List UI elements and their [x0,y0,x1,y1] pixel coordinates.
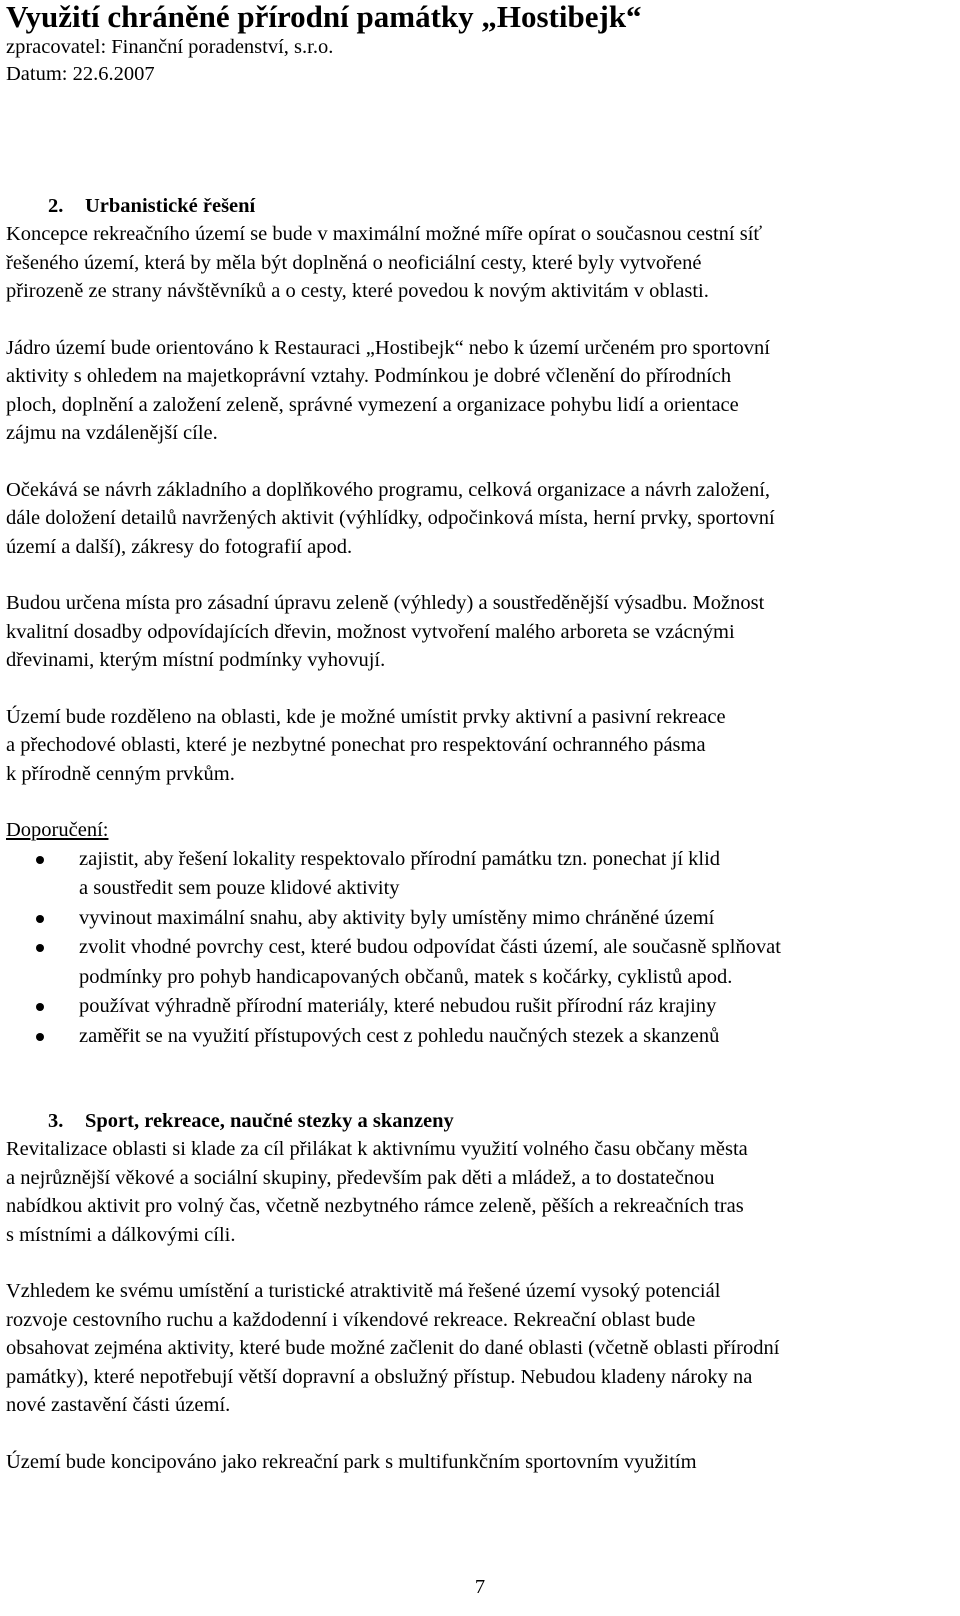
paragraph-line: Území bude koncipováno jako rekreační park s multifunkčním sportovním využitím [6,1450,697,1473]
section-3-title: Sport, rekreace, naučné stezky a skanzeny [85,1110,454,1132]
section-3-paragraph-3 [6,1448,934,1477]
paragraph-line: obsahovat zejména aktivity, které bude možné začlenit do dané oblasti (včetně oblasti přírodní [6,1337,780,1359]
section-2-paragraph-4 [6,589,934,675]
paragraph-line: Koncepce rekreačního území se bude v maximální možné míře opírat o současnou cestní síť [6,223,763,245]
paragraph-line: památky), které nepotřebují větší dopravní a obslužný přístup. Nebudou kladeny nároky na [6,1365,753,1388]
paragraph-line: přirozeně ze strany návštěvníků a o cesty, které povedou k novým aktivitám v oblasti. [6,280,709,302]
list-item-line: a soustředit sem pouze klidové aktivity [79,877,400,899]
paragraph-line: Území bude rozděleno na oblasti, kde je možné umístit prvky aktivní a pasivní rekreace [6,705,726,728]
paragraph-line: a nejrůznější věkové a sociální skupiny, především pak děti a mládež, a to dostatečnou [6,1166,715,1189]
paragraph-line: a přechodové oblasti, které je nezbytné ponechat pro respektování ochranného pásma [6,734,706,756]
paragraph-line: rozvoje cestovního ruchu a každodenní i víkendové rekreace. Rekreační oblast bude [6,1308,696,1331]
paragraph-line: dále doložení detailů navržených aktivit (výhlídky, odpočinková místa, herní prvky, sportovní [6,507,775,529]
paragraph-line: s místními a dálkovými cíli. [6,1223,236,1246]
paragraph-line: dřevinami, kterým místní podmínky vyhovují. [6,649,386,671]
section-2-paragraph-1 [6,220,934,306]
section-2-number: 2. [48,195,64,217]
section-3-number: 3. [48,1110,64,1132]
document-title: Využití chráněné přírodní památky „Hostibejk“ [6,0,642,34]
paragraph-line: Revitalizace oblasti si klade za cíl přilákat k aktivnímu využití volného času občany města [6,1138,748,1160]
list-item-line: podmínky pro pohyb handicapovaných občanů, matek s kočárky, cyklistů apod. [79,965,733,988]
paragraph-line: kvalitní dosadby odpovídajících dřevin, možnost vytvoření malého arboreta se vzácnými [6,620,735,643]
bullet-icon [36,915,44,923]
date-line: Datum: 22.6.2007 [6,63,155,85]
section-2-paragraph-2 [6,334,934,448]
paragraph-line: ploch, doplnění a založení zeleně, správné vymezení a organizace pohybu lidí a orientace [6,393,739,416]
bullet-icon [36,1003,44,1011]
page-number: 7 [474,1576,486,1598]
recommendations-label: Doporučení: [6,819,109,841]
list-item-line: používat výhradně přírodní materiály, které nebudou rušit přírodní ráz krajiny [79,995,717,1017]
list-item [6,845,934,904]
bullet-icon [36,856,44,864]
paragraph-line: zájmu na vzdálenější cíle. [6,422,218,444]
paragraph-line: aktivity s ohledem na majetkoprávní vztahy. Podmínkou je dobré včlenění do přírodních [6,365,732,387]
list-item [6,933,934,992]
section-2-heading [6,192,934,220]
paragraph-line: Jádro území bude orientováno k Restauraci „Hostibejk“ nebo k území určeném pro sportovní [6,336,770,359]
list-item-line: zajistit, aby řešení lokality respektovalo přírodní památku tzn. ponechat jí klid [79,847,721,870]
list-item [6,992,934,1022]
section-2-paragraph-3 [6,476,934,562]
recommendations-list [6,845,934,1052]
paragraph-line: nabídkou aktivit pro volný čas, včetně nezbytného rámce zeleně, pěších a rekreačních tras [6,1195,744,1217]
list-item-line: vyvinout maximální snahu, aby aktivity byly umístěny mimo chráněné území [79,906,715,929]
section-2-paragraph-5 [6,703,934,789]
list-item-line: zvolit vhodné povrchy cest, které budou odpovídat části území, ale současně splňovat [79,936,781,958]
paragraph-line: území a další), zákresy do fotografií apod. [6,535,353,558]
section-3-paragraph-1 [6,1135,934,1249]
bullet-icon [36,944,44,952]
paragraph-line: nové zastavění části území. [6,1394,231,1416]
paragraph-line: Budou určena místa pro zásadní úpravu zeleně (výhledy) a soustředěnější výsadbu. Možnost [6,592,765,614]
author-line: zpracovatel: Finanční poradenství, s.r.o. [6,36,334,58]
list-item-line: zaměřit se na využití přístupových cest z pohledu naučných stezek a skanzenů [79,1024,720,1047]
section-2-title: Urbanistické řešení [85,195,256,217]
list-item [6,1022,934,1052]
section-3-heading [6,1107,934,1135]
bullet-icon [36,1033,44,1041]
section-3-paragraph-2 [6,1277,934,1420]
list-item [6,904,934,934]
paragraph-line: Očekává se návrh základního a doplňkového programu, celková organizace a návrh založení, [6,478,771,501]
paragraph-line: k přírodně cenným prvkům. [6,762,235,785]
paragraph-line: Vzhledem ke svému umístění a turistické atraktivitě má řešené území vysoký potenciál [6,1280,721,1302]
document-page [6,0,934,1476]
paragraph-line: řešeného území, která by měla být doplněná o neoficiální cesty, které byly vytvořené [6,251,702,274]
